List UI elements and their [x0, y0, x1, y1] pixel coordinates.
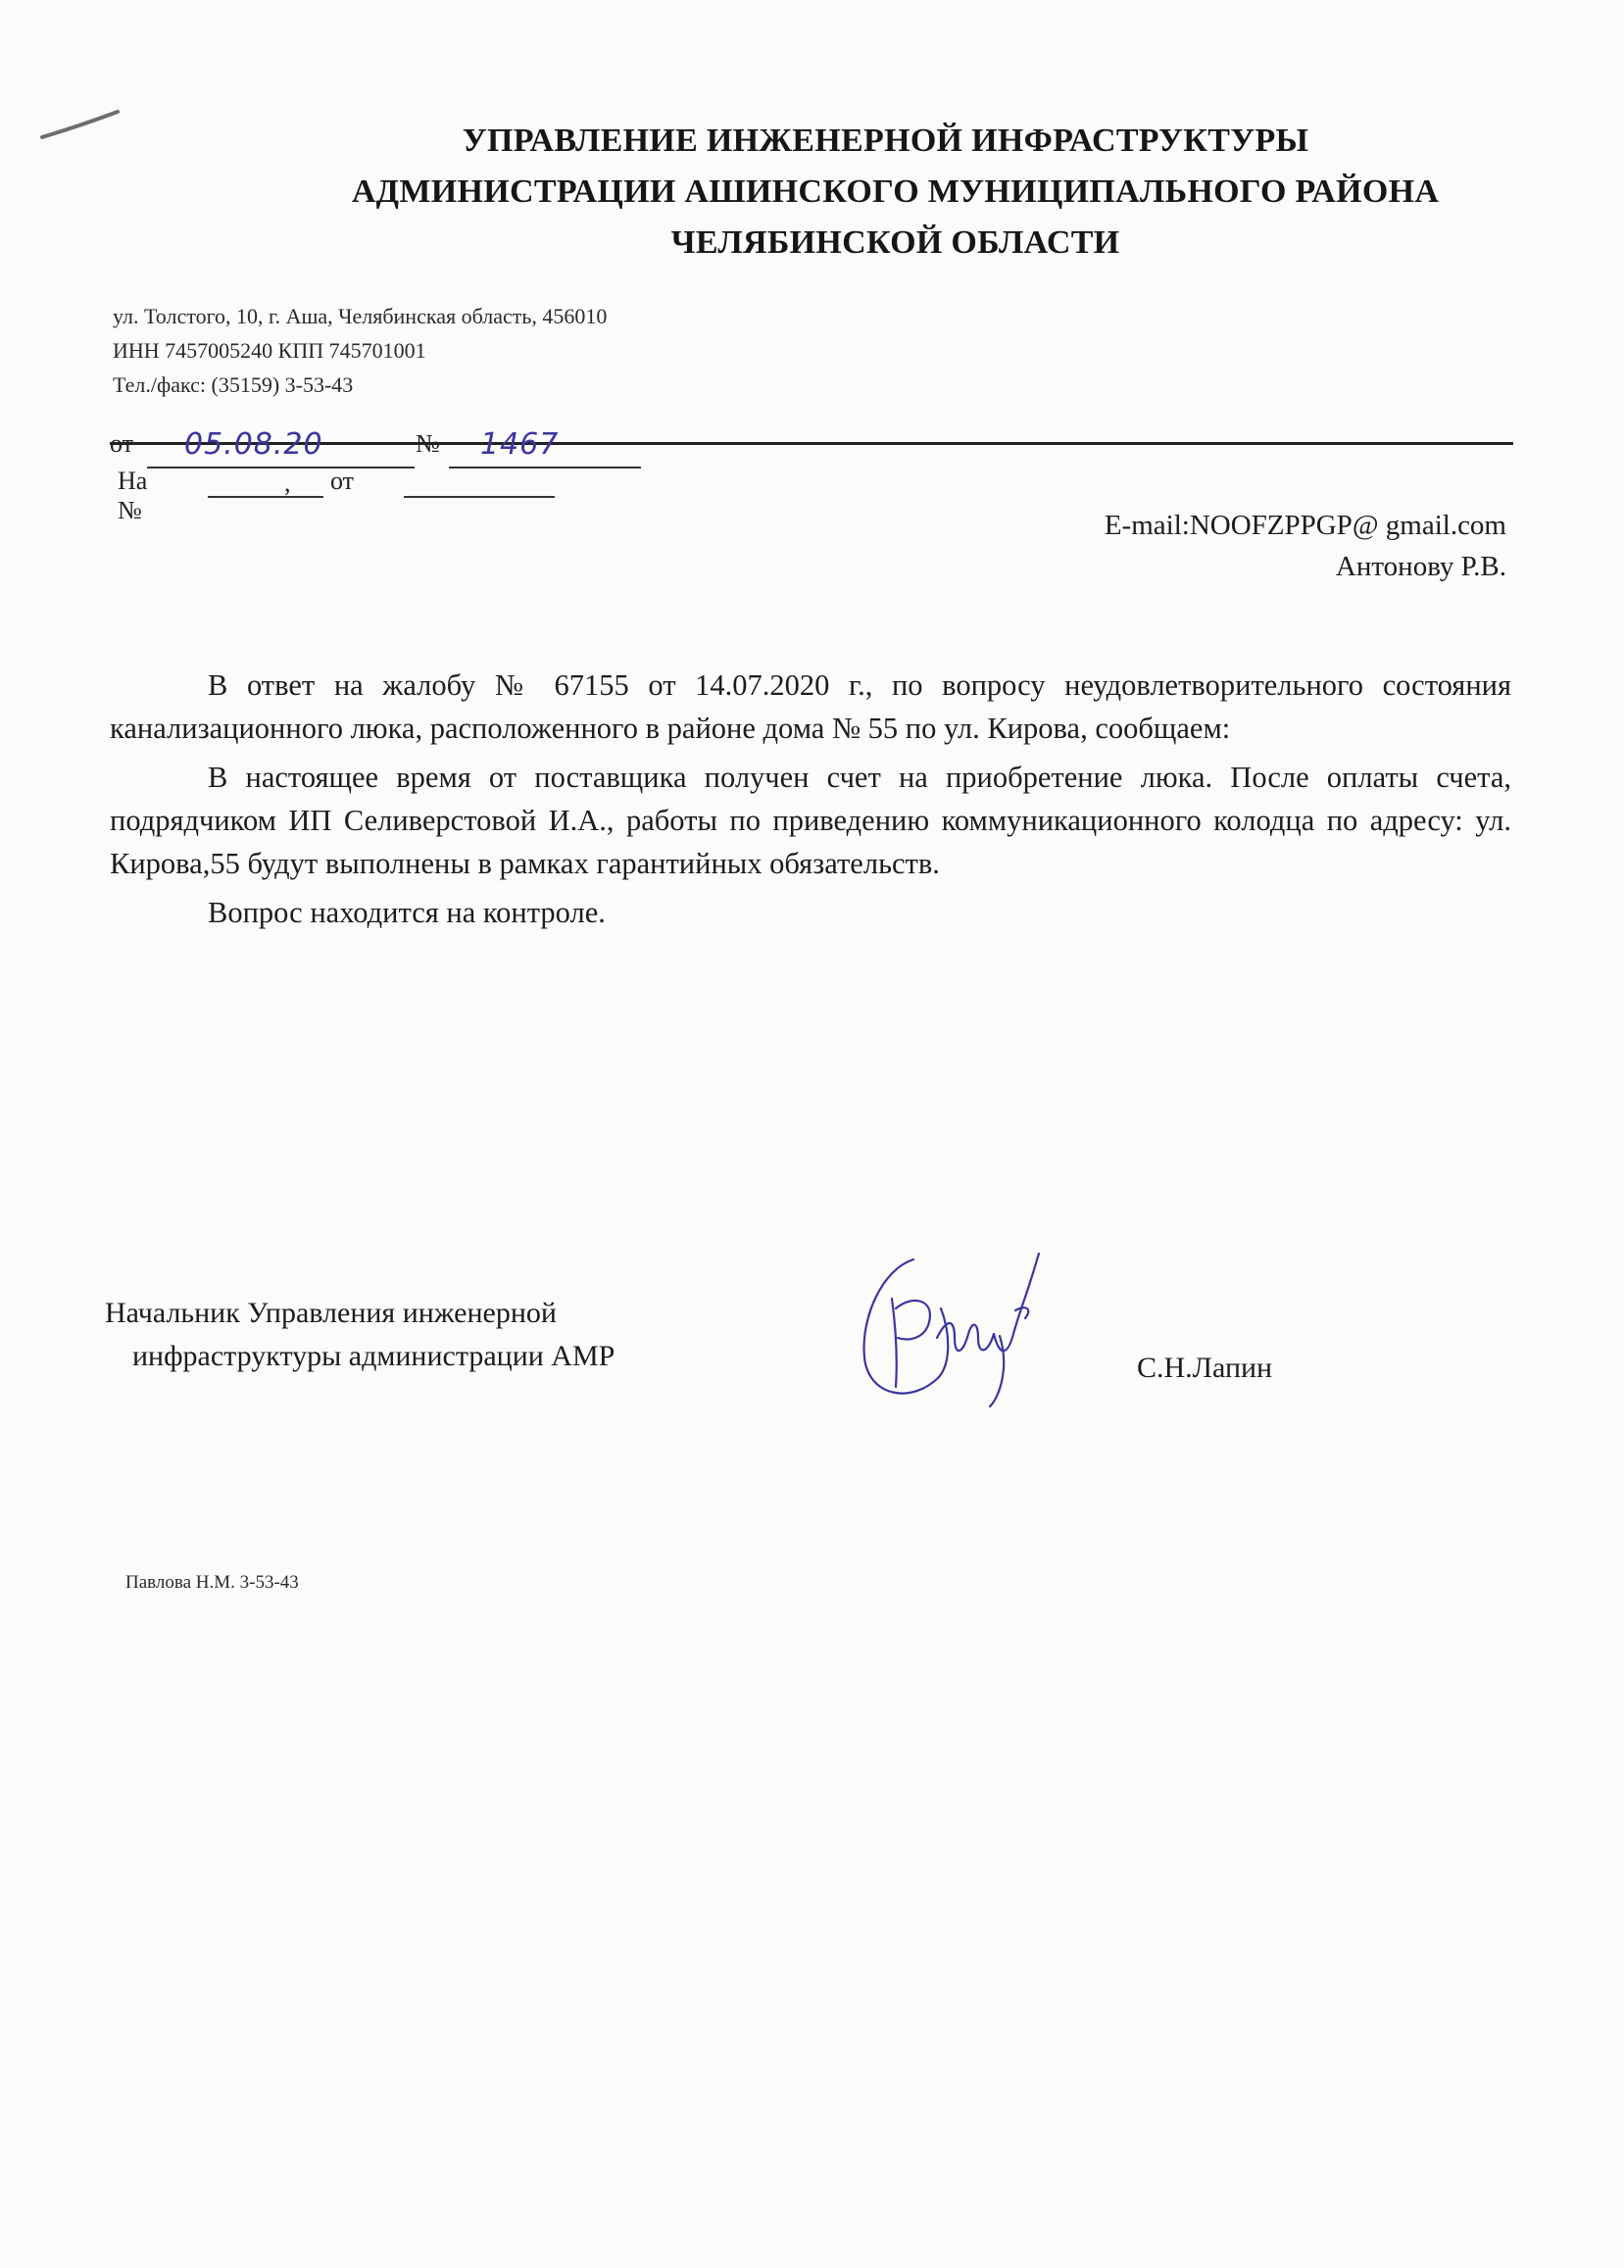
reply-date-underline — [404, 467, 555, 498]
recipient-block — [1105, 505, 1506, 587]
position-line-1: Начальник Управления инженерной — [105, 1297, 557, 1329]
number-label: № — [416, 429, 440, 458]
position-line-2: инфраструктуры администрации АМР — [132, 1340, 615, 1372]
recipient-name: Антонову Р.В. — [1335, 551, 1506, 582]
address: ул. Толстого, 10, г. Аша, Челябинская область, 456010 — [113, 304, 608, 328]
letterhead-line-2: АДМИНИСТРАЦИИ АШИНСКОГО МУНИЦИПАЛЬНОГО РАЙОНА — [351, 173, 1440, 210]
reply-separator: , — [284, 468, 291, 497]
letterhead-line-1: УПРАВЛЕНИЕ ИНЖЕНЕРНОЙ ИНФРАСТРУКТУРЫ — [462, 123, 1309, 159]
reply-date-label: от — [330, 467, 355, 495]
inn-kpp: ИНН 7457005240 КПП 745701001 — [113, 338, 426, 363]
phone-fax: Тел./факс: (35159) 3-53-43 — [113, 372, 354, 397]
date-label: от — [110, 429, 134, 458]
body-paragraph-3: Вопрос находится на контроле. — [208, 896, 606, 929]
handwritten-date: 05.08.20 — [184, 427, 323, 462]
handwritten-number: 1467 — [480, 427, 560, 462]
recipient-email: E-mail:NOOFZPPGP@ gmail.com — [1104, 510, 1506, 541]
handwritten-signature — [853, 1240, 1068, 1416]
reply-number-label: На № — [118, 467, 148, 524]
signatory-position — [105, 1292, 615, 1378]
body-paragraph-1: В ответ на жалобу № 67155 от 14.07.2020 г., по вопросу неудовлетворительного состояния канализационного люка, расположенного в районе дома № 55 по ул. Кирова, сообщаем: — [110, 668, 1511, 745]
letter-body — [110, 664, 1511, 940]
letterhead-line-3: ЧЕЛЯБИНСКОЙ ОБЛАСТИ — [670, 224, 1120, 261]
reply-number-underline — [208, 467, 323, 498]
signatory-name: С.Н.Лапин — [1137, 1352, 1273, 1384]
letterhead — [0, 116, 1624, 269]
organization-requisites — [113, 299, 607, 402]
executor-note: Павлова Н.М. 3-53-43 — [125, 1572, 299, 1593]
body-paragraph-2: В настоящее время от поставщика получен счет на приобретение люка. После оплаты счета, подрядчиком ИП Селиверстовой И.А., работы по приведению коммуникационного колодца по адресу: ул. Кирова,55 будут выполнены в рамках гарантийных обязательств. — [110, 761, 1511, 880]
